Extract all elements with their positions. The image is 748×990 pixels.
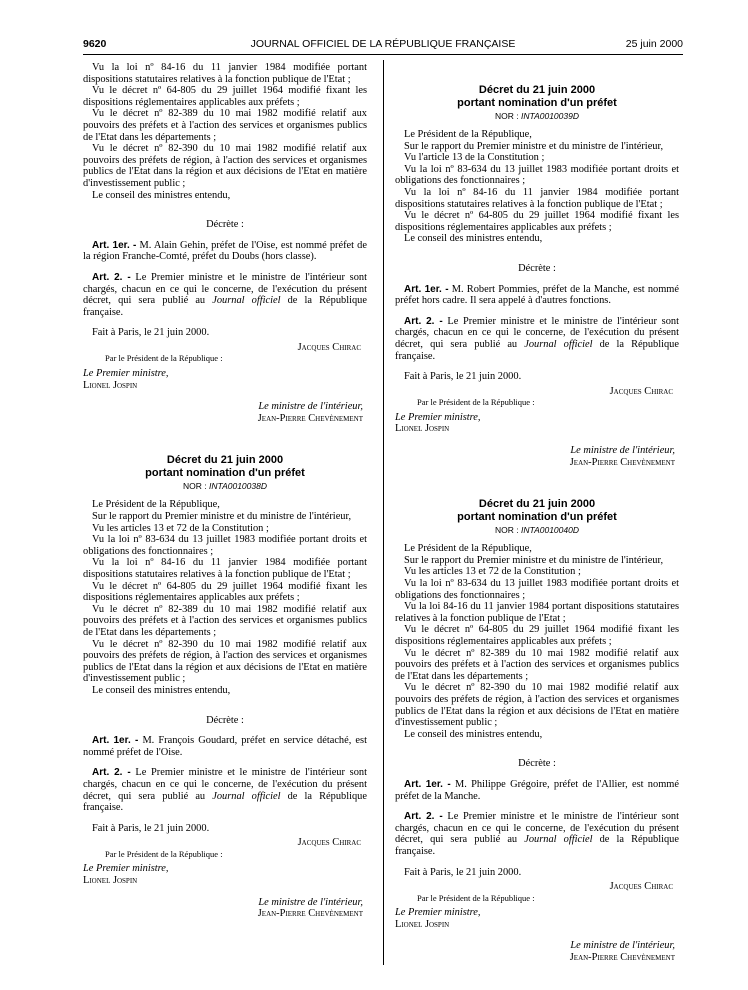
visa: Vu les articles 13 et 72 de la Constitution ; [404, 566, 581, 578]
article-1 [395, 779, 679, 802]
decree-inta0010039d [395, 84, 679, 468]
nor-label: NOR : [183, 481, 207, 492]
article-text: M. François Goudard, préfet en service détaché, est nommé préfet de l'Oise. [83, 735, 367, 758]
article-label: Art. 1er. - [92, 239, 137, 251]
visa: Vu le décret nº 64-805 du 29 juillet 1964 modifié fixant les dispositions réglementaires applicables aux préfets ; [395, 210, 679, 233]
article-text-end: de la République française. [395, 338, 679, 362]
minister-name: Jean-Pierre Chevènement [569, 456, 675, 468]
left-column [83, 62, 367, 920]
par-le-president: Par le Président de la République : [417, 892, 535, 903]
article-2 [395, 811, 679, 857]
article-text: M. Alain Gehin, préfet de l'Oise, est nommé préfet de la région Franche-Comté, préfet du Doubs (hors classe). [83, 239, 367, 263]
visa: Vu le décret nº 82-389 du 10 mai 1982 modifié relatif aux pouvoirs des préfets et à l'action des services et organismes publics de l'Etat dans les départements ; [395, 647, 679, 682]
nor-reference [395, 111, 679, 122]
minister-title: Le ministre de l'intérieur, [570, 940, 675, 952]
par-le-president: Par le Président de la République : [105, 353, 223, 364]
visa: Vu la loi nº 83-634 du 13 juillet 1983 modifiée portant droits et obligations des fonctionnaires ; [395, 163, 679, 187]
visa: Vu les articles 13 et 72 de la Constitution ; [92, 522, 269, 534]
pm-title: Le Premier ministre, [83, 368, 169, 380]
article-1 [83, 735, 367, 758]
article-label: Art. 1er. - [404, 283, 449, 295]
fait-line: Fait à Paris, le 21 juin 2000. [404, 866, 522, 878]
article-2 [83, 272, 367, 318]
visa: Vu l'article 13 de la Constitution ; [404, 152, 545, 164]
nor-reference [83, 481, 367, 492]
article-1 [83, 240, 367, 263]
decree-subtitle: portant nomination d'un préfet [145, 466, 305, 479]
decrete-heading: Décrète : [518, 758, 556, 770]
visa: Vu le décret nº 82-390 du 10 mai 1982 modifié relatif aux pouvoirs des préfets de région, à l'action des services et organismes publics de l'Etat dans la région et aux décisions de l'Etat en matière d'investissement public ; [83, 143, 367, 189]
pm-name: Lionel Jospin [83, 379, 138, 391]
visa: Le conseil des ministres entendu, [404, 728, 543, 740]
journal-officiel-ref: Journal officiel [212, 295, 281, 307]
header-rule [83, 54, 683, 55]
fait-line: Fait à Paris, le 21 juin 2000. [92, 822, 210, 834]
visa: Vu le décret nº 82-390 du 10 mai 1982 modifié relatif aux pouvoirs des préfets de région, à l'action des services et organismes publics de l'Etat dans la région et aux décisions de l'Etat en matière d'investissement public ; [395, 682, 679, 729]
article-text-end: de la République française. [83, 295, 367, 318]
visa: Le conseil des ministres entendu, [92, 189, 231, 201]
column-divider [383, 60, 384, 965]
pm-name: Lionel Jospin [83, 875, 138, 887]
right-column [395, 62, 679, 964]
visa: Vu le décret nº 82-389 du 10 mai 1982 modifié relatif aux pouvoirs des préfets et à l'action des services et organismes publics de l'Etat dans les départements ; [83, 603, 367, 638]
minister-title: Le ministre de l'intérieur, [570, 445, 675, 457]
fait-line: Fait à Paris, le 21 juin 2000. [92, 327, 210, 339]
decree-subtitle: portant nomination d'un préfet [457, 510, 617, 523]
article-label: Art. 1er. - [404, 778, 451, 790]
visa: Vu la loi nº 83-634 du 13 juillet 1983 modifiée portant droits et obligations des fonctionnaires ; [395, 578, 679, 601]
pm-name: Lionel Jospin [395, 423, 450, 435]
nor-label: NOR : [495, 525, 519, 536]
article-text: Le Premier ministre et le ministre de l'intérieur sont chargés, chacun en ce qui le concerne, de l'exécution du présent décret, qui sera publié au [83, 271, 367, 307]
visa: Le Président de la République, [404, 543, 532, 555]
visa: Vu la loi nº 84-16 du 11 janvier 1984 modifiée portant dispositions statutaires relatives à la fonction publique de l'Etat ; [395, 186, 679, 210]
pm-title: Le Premier ministre, [83, 863, 169, 875]
minister-title: Le ministre de l'intérieur, [258, 896, 363, 908]
nor-code: INTA0010038D [209, 481, 267, 492]
article-2 [83, 767, 367, 813]
decree-inta0010040d [395, 498, 679, 963]
visa: Le Président de la République, [92, 499, 220, 511]
article-text: M. Robert Pommies, préfet de la Manche, est nommé préfet hors cadre. Il sera appelé à d'autres fonctions. [395, 283, 679, 307]
article-label: Art. 2. - [404, 811, 443, 823]
minister-name: Jean-Pierre Chevènement [569, 952, 675, 964]
visa: Vu la loi 84-16 du 11 janvier 1984 portant dispositions statutaires relatives à la fonction publique de l'Etat ; [395, 601, 679, 624]
article-text: Le Premier ministre et le ministre de l'intérieur sont chargés, chacun en ce qui le concerne, de l'exécution du présent décret, qui sera publié au [395, 315, 679, 350]
visa: Vu le décret nº 82-390 du 10 mai 1982 modifié relatif aux pouvoirs des préfets de région, à l'action des services et organismes publics de l'Etat dans la région et aux décisions de l'Etat en matière d'investissement public ; [83, 638, 367, 685]
nor-label: NOR : [495, 111, 519, 121]
decree-title: Décret du 21 juin 2000 [478, 498, 596, 511]
decree-subtitle: portant nomination d'un préfet [457, 96, 617, 109]
article-label: Art. 2. - [92, 271, 131, 283]
visa: Sur le rapport du Premier ministre et du ministre de l'intérieur, [404, 140, 664, 152]
visa: Le conseil des ministres entendu, [92, 684, 231, 696]
president-signature: Jacques Chirac [297, 837, 361, 849]
president-signature: Jacques Chirac [297, 341, 361, 353]
decree-continuation [83, 62, 367, 424]
article-1 [395, 284, 679, 307]
visa: Vu le décret nº 64-805 du 29 juillet 1964 modifié fixant les dispositions réglementaires applicables aux préfets ; [83, 85, 367, 108]
fait-line: Fait à Paris, le 21 juin 2000. [404, 371, 522, 383]
decree-title: Décret du 21 juin 2000 [166, 454, 284, 467]
visa: Vu le décret nº 64-805 du 29 juillet 1964 modifié fixant les dispositions réglementaires applicables aux préfets ; [395, 624, 679, 647]
decrete-heading: Décrète : [518, 262, 556, 274]
journal-officiel-ref: Journal officiel [524, 338, 593, 350]
minister-name: Jean-Pierre Chevènement [257, 908, 363, 920]
issue-date: 25 juin 2000 [625, 38, 683, 50]
pm-name: Lionel Jospin [395, 918, 450, 930]
visa: Sur le rapport du Premier ministre et du ministre de l'intérieur, [92, 511, 352, 523]
visa: Sur le rapport du Premier ministre et du ministre de l'intérieur, [404, 554, 664, 566]
article-text: Le Premier ministre et le ministre de l'intérieur sont chargés, chacun en ce qui le concerne, de l'exécution du présent décret, qui sera publié au [395, 811, 679, 846]
visa: Vu la loi nº 83-634 du 13 juillet 1983 modifiée portant droits et obligations des fonctionnaires ; [83, 534, 367, 557]
decrete-heading: Décrète : [206, 714, 244, 726]
journal-officiel-ref: Journal officiel [524, 834, 593, 846]
pm-title: Le Premier ministre, [395, 411, 481, 423]
article-2 [395, 316, 679, 362]
article-label: Art. 2. - [92, 767, 131, 779]
decrete-heading: Décrète : [206, 219, 244, 231]
president-signature: Jacques Chirac [609, 881, 673, 893]
article-text-end: de la République française. [395, 834, 679, 857]
nor-reference [395, 525, 679, 536]
par-le-president: Par le Président de la République : [105, 848, 223, 859]
visa: Le conseil des ministres entendu, [404, 233, 543, 245]
journal-title: JOURNAL OFFICIEL DE LA RÉPUBLIQUE FRANÇAISE [250, 38, 516, 50]
president-signature: Jacques Chirac [609, 385, 673, 397]
nor-code: INTA0010040D [521, 525, 579, 536]
visa: Vu la loi nº 84-16 du 11 janvier 1984 modifiée portant dispositions statutaires relatives à la fonction publique de l'Etat ; [83, 557, 367, 580]
pm-title: Le Premier ministre, [395, 907, 481, 919]
visa: Vu la loi nº 84-16 du 11 janvier 1984 modifiée portant dispositions statutaires relatives à la fonction publique de l'Etat ; [83, 62, 367, 85]
minister-name: Jean-Pierre Chevènement [257, 412, 363, 424]
page-number: 9620 [83, 38, 107, 50]
decree-inta0010038d [83, 454, 367, 919]
journal-officiel-ref: Journal officiel [212, 790, 281, 802]
article-label: Art. 2. - [404, 315, 443, 327]
par-le-president: Par le Président de la République : [417, 397, 535, 408]
visa: Vu le décret nº 64-805 du 29 juillet 1964 modifié fixant les dispositions réglementaires applicables aux préfets ; [83, 580, 367, 604]
article-label: Art. 1er. - [92, 735, 139, 747]
article-text-end: de la République française. [83, 790, 367, 814]
page-header [83, 38, 683, 52]
visa: Vu le décret nº 82-389 du 10 mai 1982 modifié relatif aux pouvoirs des préfets et à l'action des services et organismes publics de l'Etat dans les départements ; [83, 108, 367, 143]
article-text: Le Premier ministre et le ministre de l'intérieur sont chargés, chacun en ce qui le concerne, de l'exécution du présent décret, qui sera publié au [83, 767, 367, 802]
minister-title: Le ministre de l'intérieur, [258, 401, 363, 413]
decree-title: Décret du 21 juin 2000 [478, 84, 596, 96]
article-text: M. Philippe Grégoire, préfet de l'Allier, est nommé préfet de la Manche. [395, 778, 679, 802]
visa: Le Président de la République, [404, 129, 532, 140]
nor-code: INTA0010039D [521, 111, 579, 121]
